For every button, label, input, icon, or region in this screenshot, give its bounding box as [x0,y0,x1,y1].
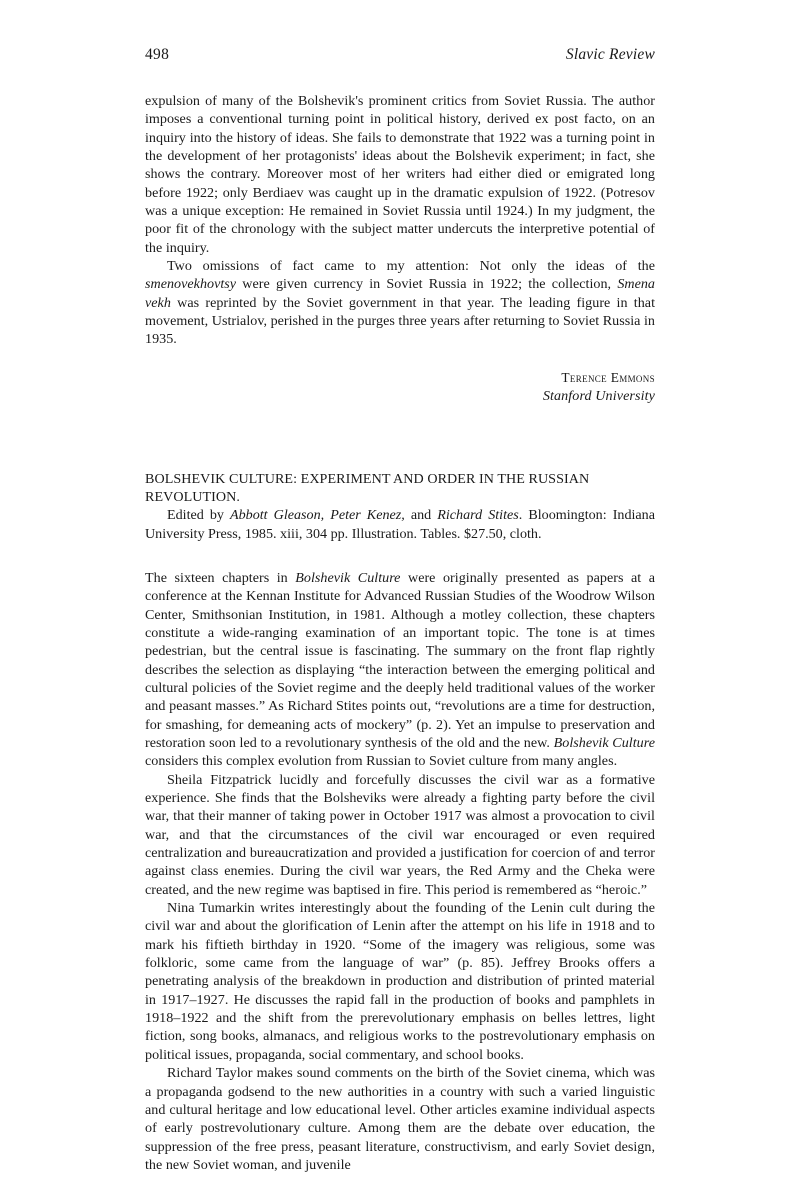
reviewer-name: Terence Emmons [561,369,655,385]
text-run: expulsion of many of the Bolshevik's prominent critics from Soviet Russia. The author imposes a conventional turning point in political history, derived ex post facto, on an inquiry into the history of ideas. She fails to demonstrate that 1922 was a turning point in the development of her protagonists' ideas about the Bolshevik experiment; in fact, she shows the contrary. Moreover most of her writers had either died or emigrated long before 1922; only Berdiaev was caught up in the dramatic expulsion of 1922. (Potresov was a unique exception: He remained in Soviet Russia until 1924.) In my judgment, the poor fit of the chronology with the subject matter undercuts the interpretive potential of the inquiry. [145,93,655,256]
review-body-paragraphs [145,569,655,1174]
journal-title: Slavic Review [565,46,655,63]
text-run: and [404,507,438,524]
reviewer-affiliation: Stanford University [542,388,655,405]
text-run: Two omissions of fact came to my attention: Not only the ideas of the [167,258,655,275]
previous-review-continuation [145,92,655,406]
previous-review-paragraphs [145,92,655,349]
text-run: were given currency in Soviet Russia in 1922; the collection, [236,276,618,293]
italic-phrase: Abbott Gleason, Peter Kenez, [230,507,405,524]
text-run: Sheila Fitzpatrick lucidly and forcefully discusses the civil war as a formative experience. She finds that the Bolsheviks were already a fighting party before the civil war, that their manner of taking power in October 1917 was almost a provocation to civil war, and that the circumstances of the civil war encouraged or even required centralization and bureaucratization and provided a justification for coercion of and terror against class enemies. During the civil war years, the Red Army and the Cheka were created, and the new regime was baptised in fire. This period is remembered as “heroic.” [145,771,655,898]
text-run: . Bloomington: Indiana University Press, 1985. xiii, 304 pp. Illustration. Tables. $27.50, cloth. [145,507,655,542]
italic-phrase: Smena vekh [145,276,655,311]
running-head [145,46,655,64]
page-number: 498 [145,46,170,63]
body-paragraph [145,92,655,257]
italic-phrase: Richard Stites [437,507,519,524]
italic-phrase: Bolshevik Culture [295,569,401,586]
italic-phrase: smenovekhovtsy [145,276,237,293]
body-paragraph [145,569,655,771]
text-run: considers this complex evolution from Russian to Soviet culture from many angles. [145,753,618,770]
text-run: were originally presented as papers at a conference at the Kennan Institute for Advanced Russian Studies of the Woodrow Wilson Center, Smithsonian Institution, in 1981. Although a motley collection, these chapters constitute a wide-ranging examination of an important topic. The tone is at times pedestrian, but the central issue is fascinating. The summary on the front flap rightly describes the selection as displaying “the interaction between the emerging political and cultural policies of the Soviet regime and the deeply held traditional values of the worker and peasant masses.” As Richard Stites points out, “revolutions are a time for destruction, for smashing, for demeaning acts of mockery” (p. 2). Yet an impulse to preservation and restoration soon led to a revolutionary synthesis of the old and the new. [145,569,655,751]
text-column [145,92,655,1174]
italic-phrase: Bolshevik Culture [553,734,655,751]
book-citation [145,506,655,543]
body-paragraph [145,257,655,349]
body-paragraph [145,771,655,899]
text-run: The sixteen chapters in [145,569,296,586]
text-run: Richard Taylor makes sound comments on the birth of the Soviet cinema, which was a propaganda godsend to the new authorities in a country with such a varied linguistic and cultural heritage and low educational level. Other articles examine individual aspects of early postrevolutionary culture. Among them are the debate over education, the suppression of the free press, peasant literature, constructivism, and early Soviet design, the new Soviet woman, and juvenile [145,1065,655,1173]
text-run: Nina Tumarkin writes interestingly about the founding of the Lenin cult during the civil war and about the glorification of Lenin after the attempt on his life in 1918 and to mark his fiftieth birthday in 1920. “Some of the imagery was religious, some was folkloric, some came from the language of war” (p. 85). Jeffrey Brooks offers a penetrating analysis of the breakdown in production and distribution of printed material in 1917–1927. He discusses the rapid fall in the production of books and pamphlets in 1918–1922 and the shift from the prerevolutionary emphasis on belles lettres, light fiction, song books, almanacs, and religious works to the postrevolutionary emphasis on political issues, propaganda, social commentary, and school books. [145,900,655,1063]
reviewer-signature [145,369,655,406]
text-run: Edited by [167,507,231,524]
book-title: BOLSHEVIK CULTURE: EXPERIMENT AND ORDER IN THE RUSSIAN REVOLUTION. [145,470,590,505]
body-paragraph [145,899,655,1064]
text-run: was reprinted by the Soviet government in that year. The leading figure in that movement, Ustrialov, perished in the purges three years after returning to Soviet Russia in 1935. [145,294,655,348]
body-paragraph [145,1064,655,1174]
review-heading-block [145,470,655,543]
